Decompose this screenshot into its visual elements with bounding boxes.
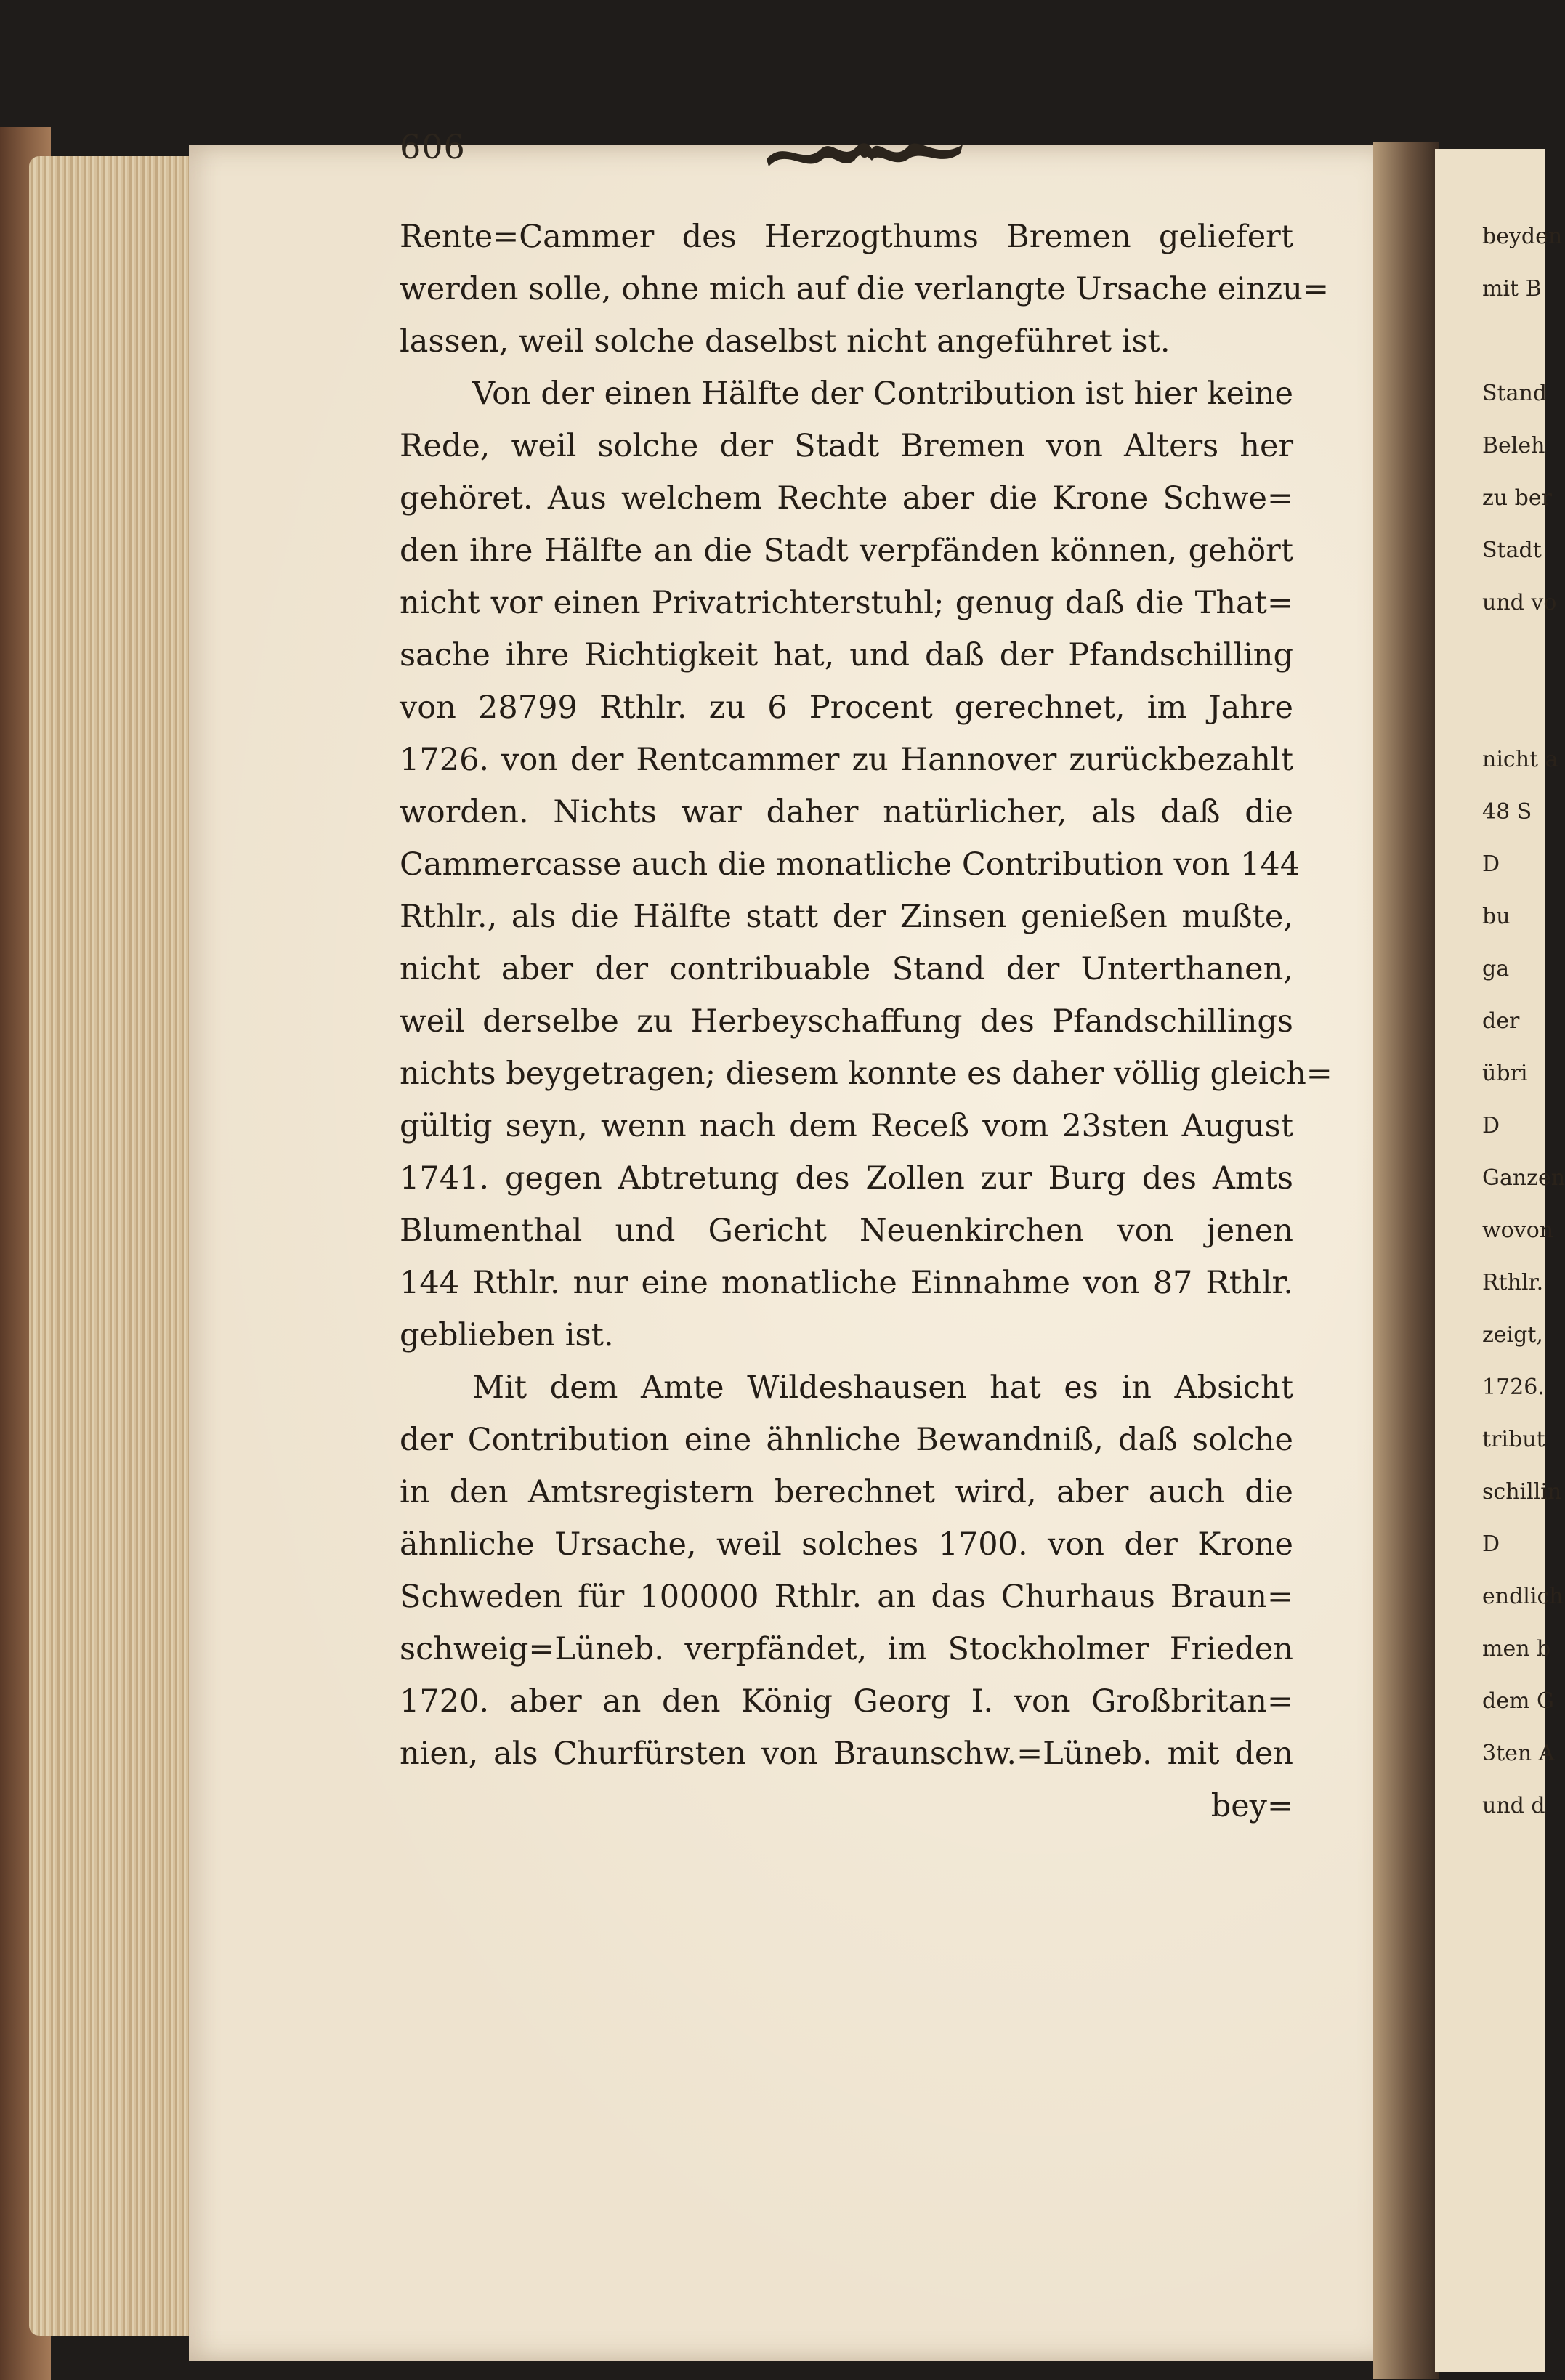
text-line: worden. Nichts war daher natürlicher, als daß die (400, 794, 1293, 830)
facing-page-line: mit B (1482, 276, 1542, 301)
text-line: Blumenthal und Gericht Neuenkirchen von jenen (400, 1213, 1293, 1249)
text-line: in den Amtsregistern berechnet wird, aber auch die (400, 1474, 1293, 1510)
facing-page-line: D (1482, 1531, 1500, 1557)
text-line: gehöret. Aus welchem Rechte aber die Krone Schwe= (400, 480, 1293, 517)
text-line: werden solle, ohne mich auf die verlangte Ursache einzu= (400, 271, 1330, 307)
page-header (400, 127, 1308, 178)
book-gutter (1373, 142, 1439, 2379)
facing-page-line: beyden (1482, 224, 1563, 249)
facing-page-line: tribut (1482, 1427, 1545, 1452)
facing-page-line: D (1482, 851, 1500, 877)
facing-page-line: Ganzen (1482, 1165, 1565, 1191)
text-line: der Contribution eine ähnliche Bewandniß, daß solche (400, 1422, 1293, 1458)
text-line: schweig=Lüneb. verpfändet, im Stockholmer Frieden (400, 1631, 1293, 1667)
text-line: weil derselbe zu Herbeyschaffung des Pfandschillings (400, 1003, 1293, 1040)
facing-page-line: zu ber (1482, 485, 1552, 511)
page-number: 606 (400, 127, 466, 166)
text-line: Schweden für 100000 Rthlr. an das Churhaus Braun= (400, 1579, 1293, 1615)
facing-page-line: bu (1482, 904, 1511, 929)
text-line: den ihre Hälfte an die Stadt verpfänden können, gehört (400, 533, 1293, 569)
text-line: Mit dem Amte Wildeshausen hat es in Absicht (472, 1369, 1293, 1406)
facing-page-line: 1726. (1482, 1375, 1545, 1400)
page-edges (29, 156, 203, 2336)
text-line: nicht aber der contribuable Stand der Unterthanen, (400, 951, 1293, 987)
facing-page-fragments (1482, 211, 1565, 1832)
text-line: Cammercasse auch die monatliche Contribution von 144 (400, 846, 1301, 883)
text-line: nichts beygetragen; diesem konnte es daher völlig gleich= (400, 1056, 1333, 1092)
facing-page-line: 3ten A (1482, 1741, 1555, 1766)
facing-page-line: 48 S (1482, 799, 1532, 825)
facing-page-line: wovon (1482, 1218, 1554, 1243)
facing-page-line: Stand (1482, 381, 1548, 406)
facing-page-line: ga (1482, 956, 1510, 981)
facing-page-line: der (1482, 1008, 1520, 1034)
text-line: bey= (1210, 1788, 1293, 1824)
text-line: 1726. von der Rentcammer zu Hannover zurückbezahlt (400, 742, 1293, 778)
facing-page-line: und d (1482, 1793, 1545, 1818)
text-line: nien, als Churfürsten von Braunschw.=Lüneb. mit den (400, 1736, 1293, 1772)
facing-page-line: übri (1482, 1061, 1528, 1086)
facing-page-line: men b (1482, 1636, 1551, 1661)
page-body-text (400, 211, 1333, 1832)
text-line: geblieben ist. (400, 1317, 614, 1353)
facing-page-line (1482, 681, 1548, 734)
text-line: lassen, weil solche daselbst nicht angeführet ist. (400, 323, 1170, 360)
text-line: Rthlr., als die Hälfte statt der Zinsen genießen mußte, (400, 899, 1293, 935)
text-line: Von der einen Hälfte der Contribution ist hier keine (472, 376, 1293, 412)
text-line: gültig seyn, wenn nach dem Receß vom 23sten August (400, 1108, 1293, 1144)
text-line: sache ihre Richtigkeit hat, und daß der Pfandschilling (400, 637, 1293, 673)
decorative-ornament-icon (763, 131, 966, 174)
text-line: ähnliche Ursache, weil solches 1700. von der Krone (400, 1526, 1293, 1563)
text-line: Rente=Cammer des Herzogthums Bremen geliefert (400, 219, 1293, 255)
text-line: 144 Rthlr. nur eine monatliche Einnahme von 87 Rthlr. (400, 1265, 1293, 1301)
facing-page-line: Stadt (1482, 538, 1542, 563)
facing-page-line: endlich (1482, 1584, 1564, 1609)
text-line: von 28799 Rthlr. zu 6 Procent gerechnet, im Jahre (400, 689, 1293, 726)
facing-page-line: schillin (1482, 1479, 1562, 1505)
facing-page-line: nicht a (1482, 747, 1558, 772)
text-line: nicht vor einen Privatrichterstuhl; genug daß die That= (400, 585, 1293, 621)
facing-page-line: D (1482, 1113, 1500, 1138)
facing-page-line: und vo (1482, 590, 1557, 615)
facing-page-line: Rthlr. (1482, 1270, 1544, 1295)
text-line: Rede, weil solche der Stadt Bremen von Alters her (400, 428, 1293, 464)
facing-page-line: Beleh (1482, 433, 1545, 458)
facing-page-line (1482, 315, 1548, 368)
facing-page-line (1482, 629, 1548, 681)
text-line: 1741. gegen Abtretung des Zollen zur Burg des Amts (400, 1160, 1293, 1197)
facing-page-line: dem G (1482, 1688, 1554, 1714)
facing-page-line: zeigt, (1482, 1322, 1543, 1348)
text-line: 1720. aber an den König Georg I. von Großbritan= (400, 1683, 1293, 1720)
